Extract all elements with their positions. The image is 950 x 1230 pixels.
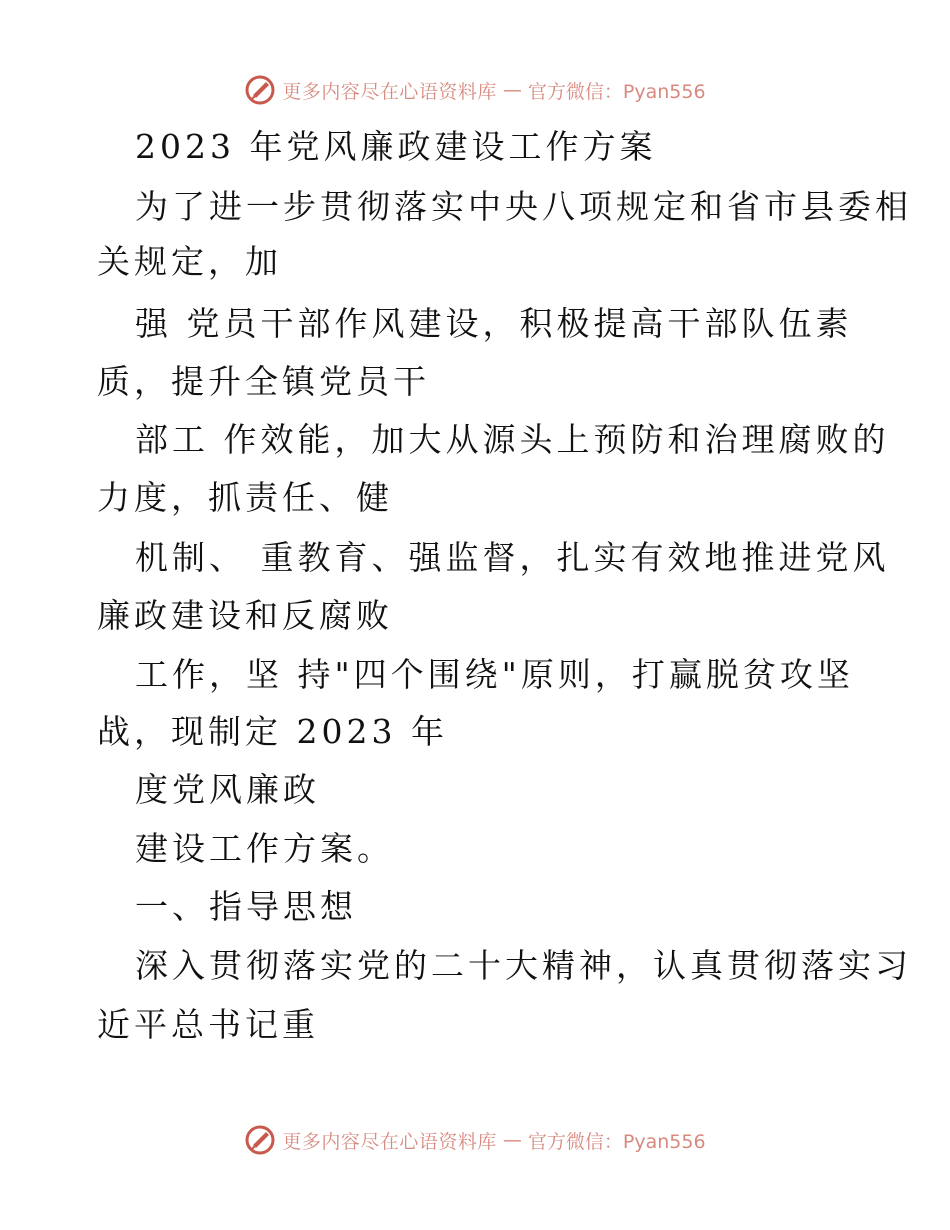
paragraph-line: 工作，坚 持"四个围绕"原则，打赢脱贫攻坚 [135, 655, 854, 694]
paragraph-line: 深入贯彻落实党的二十大精神，认真贯彻落实习 [135, 946, 912, 985]
paragraph-line: 质，提升全镇党员干 [97, 362, 430, 401]
brand-logo-icon [244, 1124, 276, 1156]
header-watermark [0, 70, 950, 110]
document-title: 2023 年党风廉政建设工作方案 [135, 127, 657, 166]
paragraph-line: 战，现制定 2023 年 [97, 712, 448, 751]
paragraph-line: 建设工作方案。 [135, 829, 394, 868]
paragraph-line: 力度，抓责任、健 [97, 478, 393, 517]
watermark-dash: — [502, 79, 522, 101]
paragraph-line: 强 党员干部作风建设，积极提高干部队伍素 [135, 304, 853, 343]
paragraph-line: 为了进一步贯彻落实中央八项规定和省市县委相 [135, 187, 912, 226]
paragraph-line: 度党风廉政 [135, 770, 320, 809]
watermark-text: 更多内容尽在心语资料库 [282, 1130, 497, 1153]
paragraph-line: 机制、 重教育、强监督，扎实有效地推进党风 [135, 538, 890, 577]
footer-watermark [0, 1120, 950, 1160]
watermark-text: 更多内容尽在心语资料库 [282, 80, 497, 103]
paragraph-line: 近平总书记重 [97, 1005, 319, 1044]
watermark-dash: — [502, 1129, 522, 1151]
watermark-wechat: 官方微信：Pyan556 [527, 1130, 706, 1153]
paragraph-line: 廉政建设和反腐败 [97, 596, 393, 635]
paragraph-line: 关规定，加 [97, 242, 282, 281]
brand-logo-icon [244, 74, 276, 106]
watermark-wechat: 官方微信：Pyan556 [527, 80, 706, 103]
paragraph-line: 部工 作效能，加大从源头上预防和治理腐败的 [135, 420, 890, 459]
section-heading: 一、指导思想 [135, 887, 357, 926]
